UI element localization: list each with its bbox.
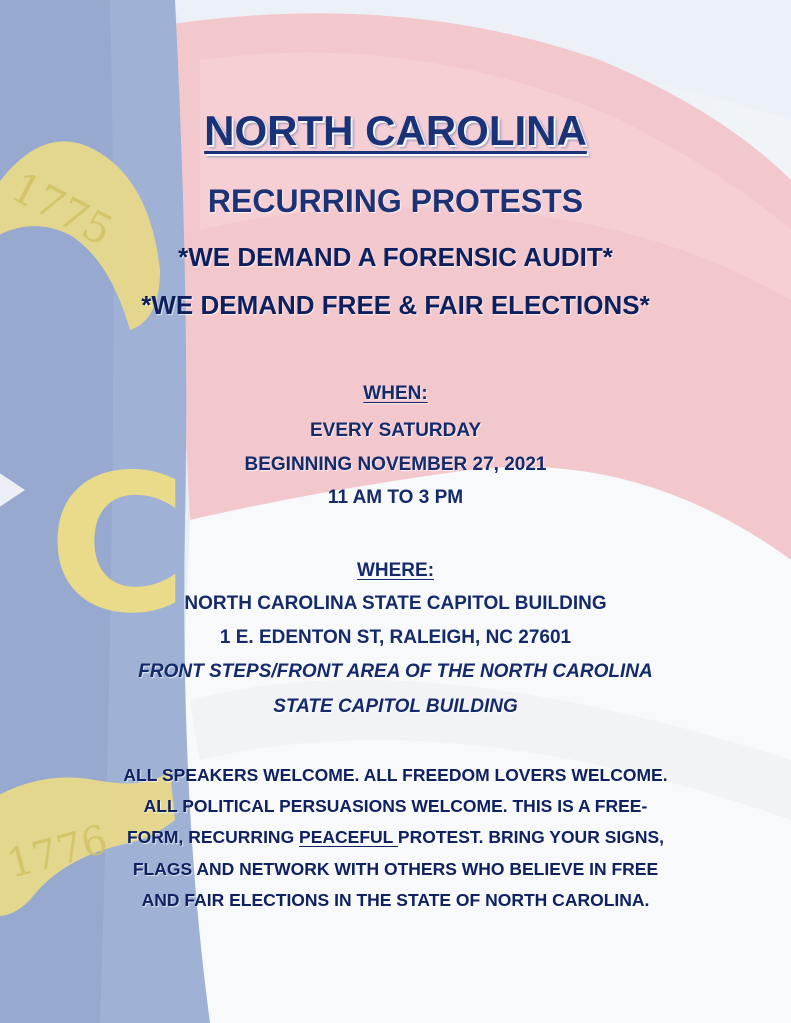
when-heading: WHEN:: [363, 383, 428, 404]
where-area-line2: STATE CAPITOL BUILDING: [273, 696, 518, 717]
flag-letter-c: C: [48, 434, 188, 655]
when-time: 11 AM TO 3 PM: [327, 487, 464, 508]
when-start-date: BEGINNING NOVEMBER 27, 2021: [244, 454, 547, 475]
peaceful-emphasis: PEACEFUL: [299, 827, 398, 847]
where-building: NORTH CAROLINA STATE CAPITOL BUILDING: [184, 593, 607, 614]
details-line: ALL POLITICAL PERSUASIONS WELCOME. THIS IS A FREE-: [143, 796, 648, 816]
demand-forensic-audit: *WE DEMAND A FORENSIC AUDIT*: [178, 242, 613, 272]
demand-fair-elections: *WE DEMAND FREE & FAIR ELECTIONS*: [141, 290, 650, 320]
details-line: FLAGS AND NETWORK WITH OTHERS WHO BELIEVE IN FREE: [132, 859, 659, 879]
details-text: FORM, RECURRING: [126, 827, 300, 847]
flyer-title: NORTH CAROLINA: [204, 107, 587, 154]
where-area-line1: FRONT STEPS/FRONT AREA OF THE NORTH CAROLINA: [138, 661, 653, 682]
flyer-subtitle: RECURRING PROTESTS: [207, 183, 584, 219]
where-address: 1 E. EDENTON ST, RALEIGH, NC 27601: [219, 627, 572, 648]
where-heading: WHERE:: [356, 560, 435, 581]
details-text: PROTEST. BRING YOUR SIGNS,: [397, 827, 665, 847]
flag-date-bottom: 1776: [2, 816, 113, 888]
details-line: ALL SPEAKERS WELCOME. ALL FREEDOM LOVERS WELCOME.: [123, 765, 668, 785]
flag-date-top: 1775: [3, 162, 121, 256]
details-line: AND FAIR ELECTIONS IN THE STATE OF NORTH CAROLINA.: [141, 890, 650, 910]
when-day: EVERY SATURDAY: [309, 420, 482, 441]
details-line: [0, 829, 791, 847]
